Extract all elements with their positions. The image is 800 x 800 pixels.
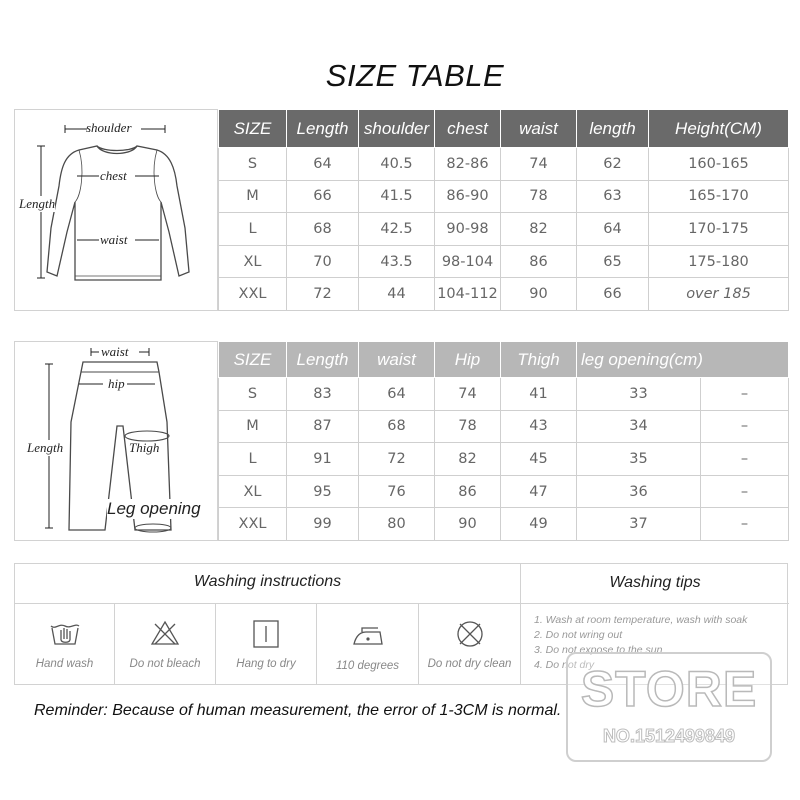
table-cell: 74 — [435, 378, 501, 411]
table-cell: 90 — [435, 508, 501, 541]
wash-caption: Hang to dry — [236, 658, 296, 670]
store-watermark — [566, 652, 772, 762]
washing-instructions-header — [15, 564, 521, 604]
size-cell: XXL — [219, 508, 287, 541]
reminder-text: Reminder: Because of human measurement, the error of 1-3CM is normal. — [34, 702, 562, 719]
page-title: SIZE TABLE — [325, 58, 505, 93]
washing-tip: 4. Do not dry — [534, 659, 595, 671]
size-cell: M — [219, 410, 287, 443]
header-cell: Height(CM) — [649, 110, 789, 148]
header-cell: Length — [287, 110, 359, 148]
header-cell: leg opening(cm) — [577, 342, 789, 378]
table-cell: – — [701, 410, 789, 443]
washing-tip: 1. Wash at room temperature, wash with soak — [534, 614, 748, 626]
length-label: Length — [19, 196, 56, 211]
table-cell: 83 — [287, 378, 359, 411]
table-cell: 78 — [435, 410, 501, 443]
table-cell: 86-90 — [435, 180, 501, 213]
size-cell: S — [219, 148, 287, 181]
shoulder-label: shoulder — [86, 120, 132, 135]
table-cell: 44 — [359, 278, 435, 311]
hang-dry-icon — [250, 618, 282, 650]
header-cell: waist — [359, 342, 435, 378]
no-dry-clean-icon — [454, 618, 486, 650]
table-cell: 86 — [435, 475, 501, 508]
table-row — [219, 180, 789, 213]
size-cell: L — [219, 213, 287, 246]
waist-label: waist — [101, 344, 129, 359]
table-cell: 41 — [501, 378, 577, 411]
table-cell: 175-180 — [649, 245, 789, 278]
wash-item-hand-wash — [15, 604, 115, 684]
table-cell: 90 — [501, 278, 577, 311]
table-cell: – — [701, 378, 789, 411]
table-cell: 104-112 — [435, 278, 501, 311]
table-row — [219, 508, 789, 541]
header-cell: shoulder — [359, 110, 435, 148]
wash-item-hang-dry — [216, 604, 317, 684]
wash-item-iron — [317, 604, 419, 684]
table-cell: 95 — [287, 475, 359, 508]
table-cell: 66 — [577, 278, 649, 311]
table-cell: 66 — [287, 180, 359, 213]
table-cell: – — [701, 475, 789, 508]
table-header-row — [219, 110, 789, 148]
table-cell: 40.5 — [359, 148, 435, 181]
hand-wash-icon — [48, 618, 82, 648]
table-cell: 72 — [359, 443, 435, 476]
table-cell: 64 — [287, 148, 359, 181]
table-cell: 68 — [359, 410, 435, 443]
table-cell: 68 — [287, 213, 359, 246]
table-cell: 170-175 — [649, 213, 789, 246]
size-cell: L — [219, 443, 287, 476]
table-cell: 34 — [577, 410, 701, 443]
table-cell: 63 — [577, 180, 649, 213]
size-cell: XL — [219, 475, 287, 508]
table-row — [219, 213, 789, 246]
table-row — [219, 245, 789, 278]
table-cell: – — [701, 508, 789, 541]
table-cell: 91 — [287, 443, 359, 476]
leg-opening-label: Leg opening — [107, 499, 201, 518]
table-cell: 41.5 — [359, 180, 435, 213]
table-cell: 49 — [501, 508, 577, 541]
table-cell: 72 — [287, 278, 359, 311]
table-cell: – — [701, 443, 789, 476]
table-cell: 37 — [577, 508, 701, 541]
header-cell: Hip — [435, 342, 501, 378]
header-cell: chest — [435, 110, 501, 148]
washing-tip: 3. Do not expose to the sun — [534, 644, 663, 656]
table-cell: 45 — [501, 443, 577, 476]
watermark-store-text: STORE — [580, 661, 758, 717]
table-cell: 47 — [501, 475, 577, 508]
table-cell: 82 — [501, 213, 577, 246]
table-row — [219, 378, 789, 411]
table-row — [219, 443, 789, 476]
table-cell: 90-98 — [435, 213, 501, 246]
table-cell: 160-165 — [649, 148, 789, 181]
table-header-row — [219, 342, 789, 378]
wash-item-no-dry-clean — [419, 604, 521, 684]
washing-tips-title: Washing tips — [609, 574, 701, 591]
table-cell: 35 — [577, 443, 701, 476]
table-cell: 86 — [501, 245, 577, 278]
table-cell: 87 — [287, 410, 359, 443]
table-cell: 43 — [501, 410, 577, 443]
chest-label: chest — [100, 168, 127, 183]
shirt-diagram-panel — [14, 109, 218, 311]
washing-tip: 2. Do not wring out — [534, 629, 623, 641]
pants-diagram-panel — [14, 341, 218, 541]
table-cell: 42.5 — [359, 213, 435, 246]
wash-caption: Hand wash — [35, 658, 94, 670]
header-cell: Length — [287, 342, 359, 378]
table-cell: 64 — [359, 378, 435, 411]
table-row — [219, 148, 789, 181]
iron-icon — [350, 622, 386, 652]
table-cell: 99 — [287, 508, 359, 541]
wash-caption: Do not bleach — [129, 658, 201, 670]
size-cell: XL — [219, 245, 287, 278]
wash-item-no-bleach — [115, 604, 216, 684]
table-row — [219, 410, 789, 443]
table-cell: 36 — [577, 475, 701, 508]
length-label: Length — [27, 440, 64, 455]
table-cell: 98-104 — [435, 245, 501, 278]
table-cell: 43.5 — [359, 245, 435, 278]
table-row — [219, 278, 789, 311]
bottom-size-table — [218, 341, 789, 541]
wash-caption: Do not dry clean — [427, 658, 512, 670]
table-cell: over 185 — [649, 278, 789, 311]
table-cell: 74 — [501, 148, 577, 181]
washing-tips-header — [521, 564, 789, 604]
table-cell: 82-86 — [435, 148, 501, 181]
table-cell: 70 — [287, 245, 359, 278]
header-cell: SIZE — [219, 110, 287, 148]
waist-label: waist — [100, 232, 128, 247]
header-cell: waist — [501, 110, 577, 148]
table-cell: 62 — [577, 148, 649, 181]
table-cell: 33 — [577, 378, 701, 411]
thigh-label: Thigh — [129, 440, 160, 455]
table-cell: 65 — [577, 245, 649, 278]
header-cell: SIZE — [219, 342, 287, 378]
no-bleach-icon — [149, 618, 181, 648]
wash-caption: 110 degrees — [335, 660, 400, 672]
table-cell: 64 — [577, 213, 649, 246]
header-cell: Thigh — [501, 342, 577, 378]
watermark-number-text: NO.1512499849 — [602, 726, 736, 746]
table-cell: 80 — [359, 508, 435, 541]
size-cell: M — [219, 180, 287, 213]
washing-instructions-title: Washing instructions — [193, 573, 342, 590]
table-cell: 76 — [359, 475, 435, 508]
table-cell: 78 — [501, 180, 577, 213]
table-cell: 82 — [435, 443, 501, 476]
header-cell: length — [577, 110, 649, 148]
table-row — [219, 475, 789, 508]
top-size-table — [218, 109, 789, 311]
size-cell: XXL — [219, 278, 287, 311]
hip-label: hip — [108, 376, 125, 391]
table-cell: 165-170 — [649, 180, 789, 213]
size-cell: S — [219, 378, 287, 411]
